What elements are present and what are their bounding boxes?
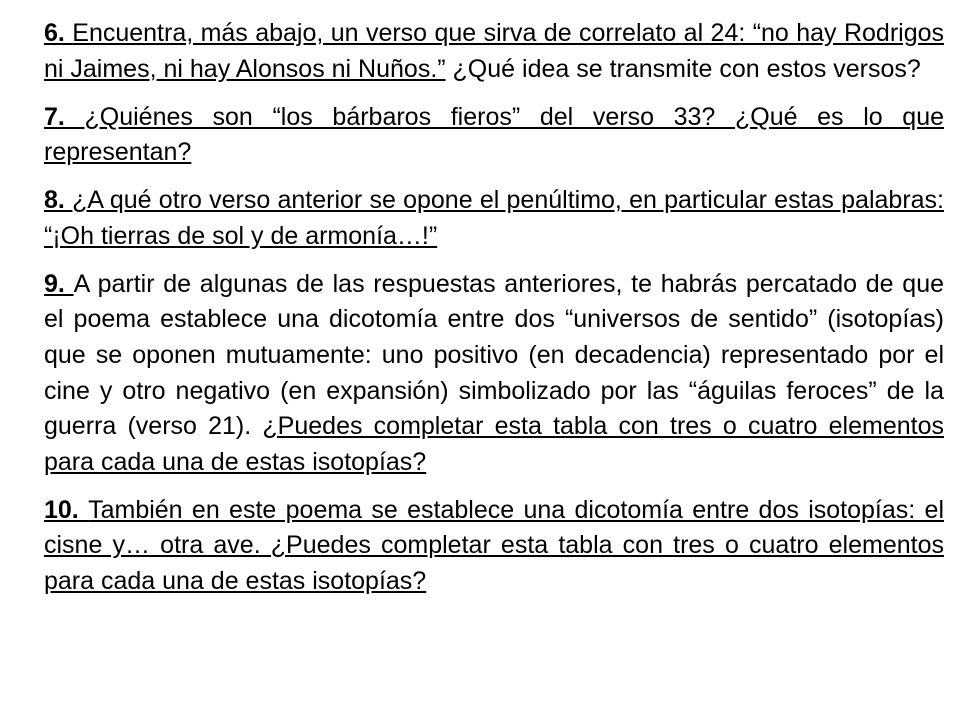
question-text-underlined: Encuentra, más abajo, un verso que sirva de correlato al 24: “no hay Rodrigos ni Jaimes, ni hay Alonsos ni Nuños.”: [44, 19, 945, 83]
question-number: 9.: [44, 269, 74, 298]
question-number: 10.: [44, 495, 89, 524]
question-text: A partir de algunas de las respuestas anteriores, te habrás percatado de que el poema establece una dicotomía entre dos “universos de sentido” (isotopías) que se oponen mutuamente: uno positivo (en decadencia) representado por el cine y otro negativo (en expansión) simbolizado por las “águilas feroces” de la guerra (verso 21).: [44, 269, 944, 441]
question-10: [44, 493, 944, 600]
question-text-underlined: ¿Puedes completar esta tabla con tres o cuatro elementos para cada una de estas isotopías?: [44, 412, 944, 476]
question-number: 6.: [44, 19, 73, 47]
question-7: [44, 100, 944, 171]
question-8: [44, 183, 944, 254]
question-text: ¿Qué idea se transmite con estos versos?: [445, 54, 921, 83]
question-6: [44, 16, 944, 87]
document-page: [44, 16, 944, 612]
question-number: 8.: [44, 186, 73, 215]
question-9: [44, 267, 944, 481]
question-number: 7.: [44, 102, 85, 131]
question-text-underlined: También en este poema se establece una dicotomía entre dos isotopías: el cisne y… otra ave. ¿Puedes completar esta tabla con tres o cuatro elementos para cada una de estas isotopías?: [44, 495, 944, 595]
question-text-underlined: ¿A qué otro verso anterior se opone el penúltimo, en particular estas palabras: “¡Oh tierras de sol y de armonía…!”: [44, 186, 944, 250]
question-text-underlined: ¿Quiénes son “los bárbaros fieros” del verso 33? ¿Qué es lo que representan?: [44, 102, 945, 167]
